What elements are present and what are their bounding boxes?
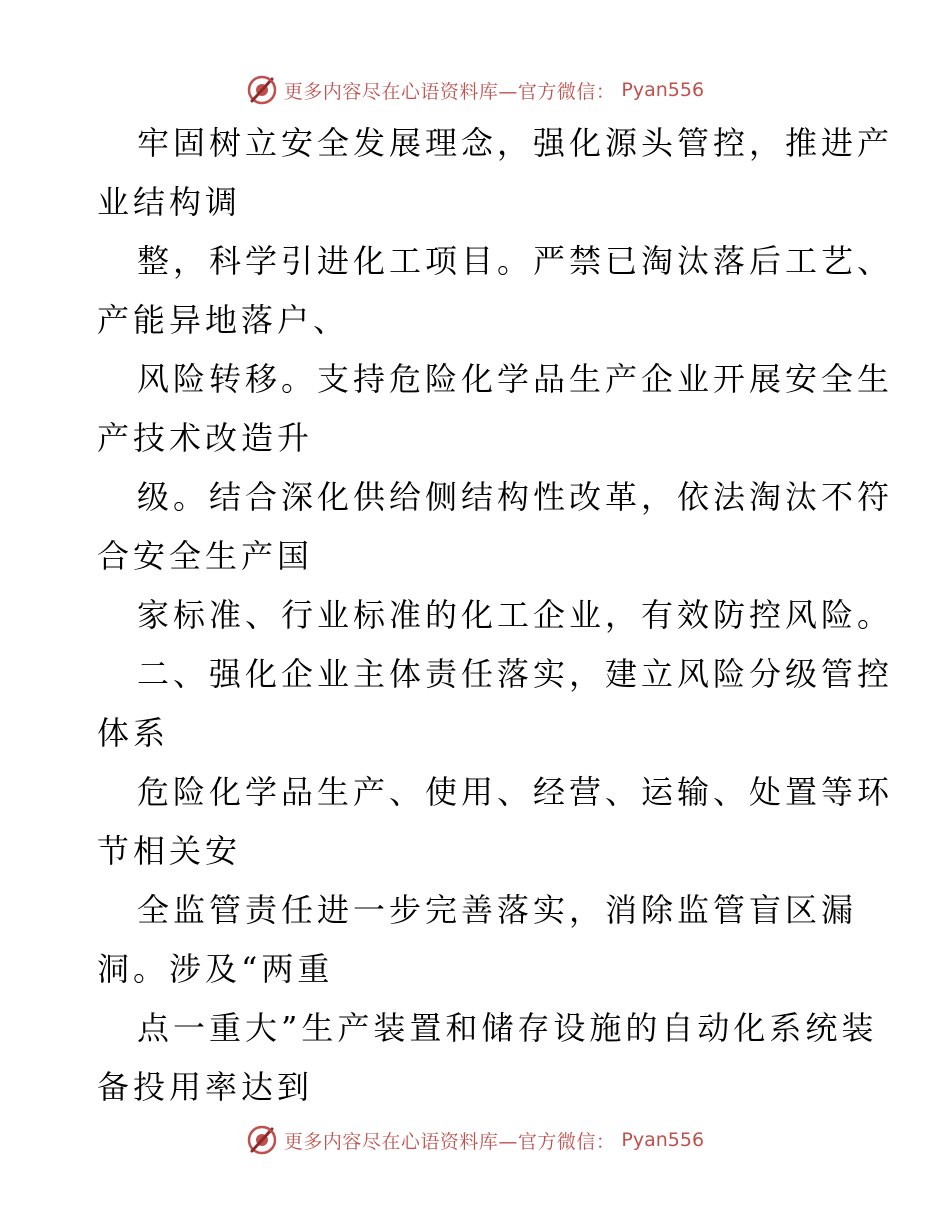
banner-text: 更多内容尽在心语资料库—官方微信：: [283, 80, 616, 103]
header-watermark-banner: [0, 70, 950, 110]
body-line: 业结构调: [97, 183, 242, 221]
body-line: 点一重大”生产装置和储存设施的自动化系统装: [137, 1009, 878, 1047]
body-line: 家标准、行业标准的化工企业，有效防控风险。: [137, 596, 894, 634]
body-line: 产技术改造升: [97, 419, 314, 457]
body-line: 产能异地落户、: [97, 301, 350, 339]
document-body: [97, 114, 894, 1117]
banner-wechat-id: Pyan556: [621, 1129, 705, 1151]
body-line: 备投用率达到: [97, 1068, 314, 1106]
body-line: 牢固树立安全发展理念，强化源头管控，推进产: [137, 124, 894, 162]
body-line: 整，科学引进化工项目。严禁已淘汰落后工艺、: [137, 242, 894, 280]
body-line: 级。结合深化供给侧结构性改革，依法淘汰不符: [137, 478, 894, 516]
body-line: 节相关安: [97, 832, 242, 870]
banner-text: 更多内容尽在心语资料库—官方微信：: [283, 1130, 616, 1153]
brush-logo-icon: [246, 74, 278, 106]
body-line: 风险转移。支持危险化学品生产企业开展安全生: [137, 360, 894, 398]
body-line: 合安全生产国: [97, 537, 314, 575]
body-line: 全监管责任进一步完善落实，消除监管盲区漏: [137, 891, 858, 929]
footer-watermark-banner: [0, 1120, 950, 1160]
banner-wechat-id: Pyan556: [621, 79, 705, 101]
body-line: 危险化学品生产、使用、经营、运输、处置等环: [137, 773, 894, 811]
section-heading-cont: 体系: [97, 714, 170, 752]
section-heading: 二、强化企业主体责任落实，建立风险分级管控: [137, 655, 894, 693]
body-line: 洞。涉及“两重: [97, 950, 334, 988]
brush-logo-icon: [246, 1124, 278, 1156]
